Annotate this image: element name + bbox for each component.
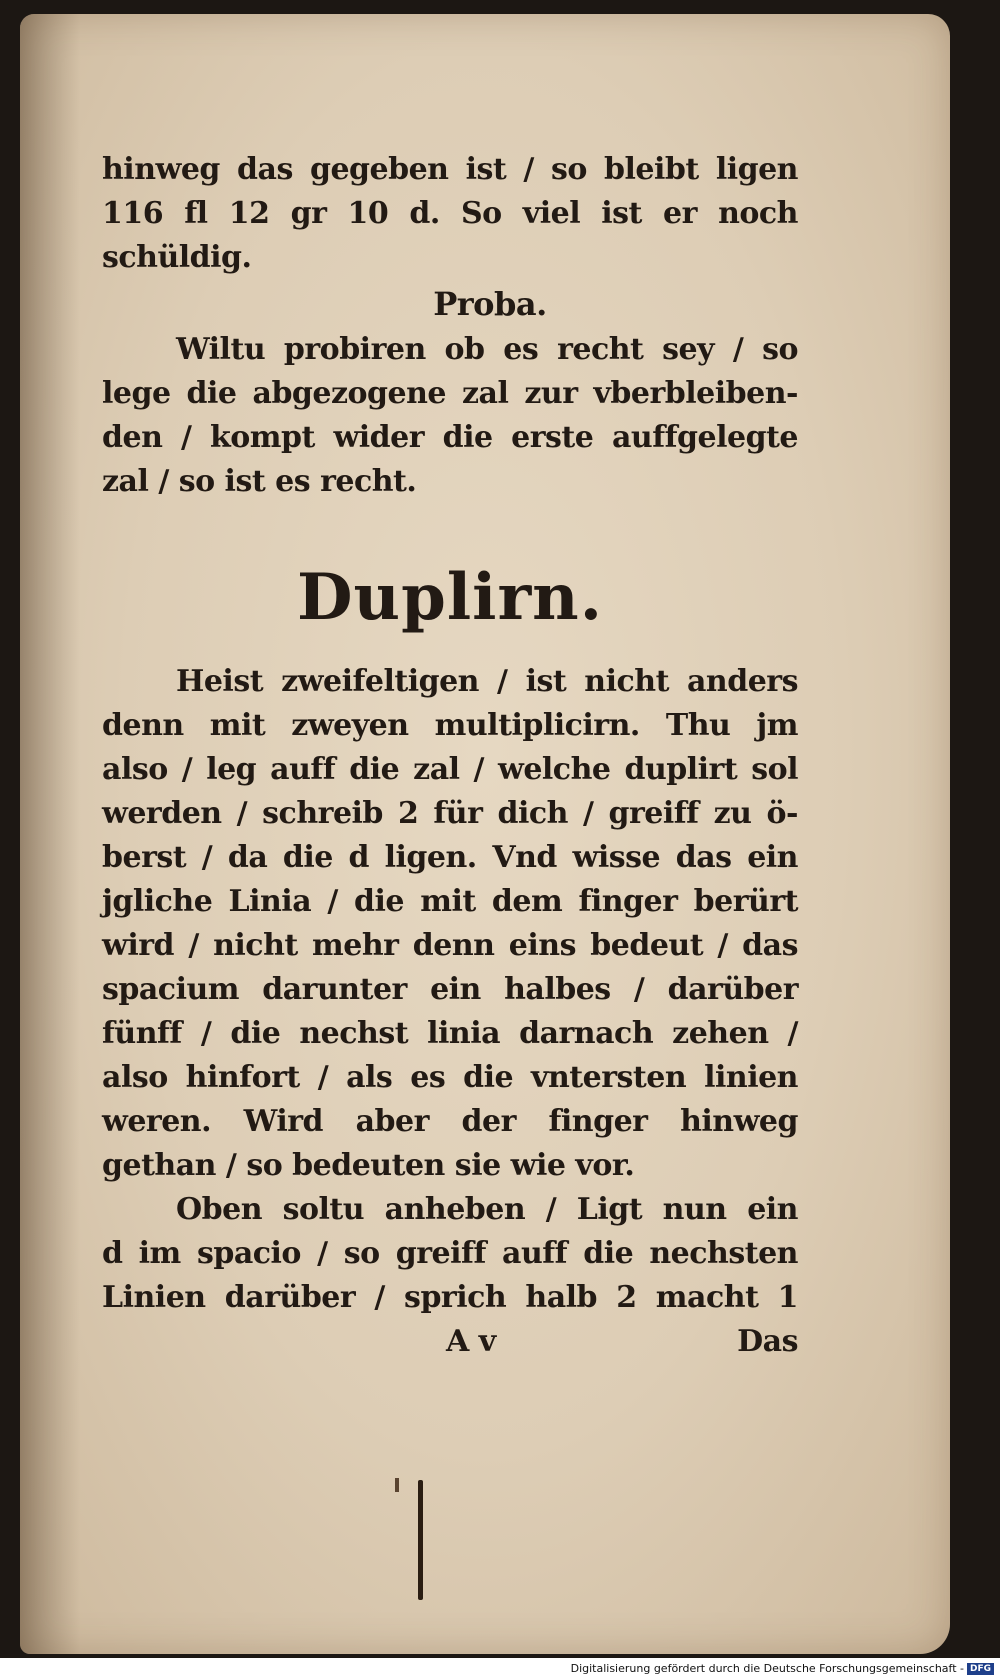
text-line: den / kompt wider die erste auffgelegte [102,420,798,455]
text-line: weren. Wird aber der finger hinweg [102,1104,798,1139]
text-line: zal / so ist es recht. [102,464,417,499]
digitization-credit [571,1662,994,1675]
text-line: schüldig. [102,240,252,275]
text-line: Linien darüber / sprich halb 2 macht 1 [102,1280,798,1315]
text-line: lege die abgezogene zal zur vberbleiben- [102,376,798,411]
text-line: d im spacio / so greiff auff die nechsten [102,1236,798,1271]
text-line: hinweg das gegeben ist / so bleibt ligen [102,152,798,187]
text-line: also hinfort / als es die vntersten linien [102,1060,798,1095]
spacer [102,644,798,660]
text-line: fünff / die nechst linia darnach zehen / [102,1016,798,1051]
text-line: Wiltu probiren ob es recht sey / so [176,332,798,367]
text-line: gethan / so bedeuten sie wie vor. [102,1148,635,1183]
text-line: spacium darunter ein halbes / darüber [102,972,798,1007]
ink-spot [395,1478,399,1492]
text-line: jgliche Linia / die mit dem finger berürt [102,884,798,919]
dfg-logo: DFG [967,1663,994,1675]
spacer [102,504,798,552]
text-line: 116 fl 12 gr 10 d. So viel ist er noch [102,196,798,231]
page-footer [102,1320,798,1364]
text-line: berst / da die d ligen. Vnd wisse das ein [102,840,798,875]
text-line: Heist zweifeltigen / ist nicht anders [176,664,798,699]
signature-mark: A v [446,1324,496,1359]
ink-stroke [418,1480,423,1600]
credit-text: Digitalisierung gefördert durch die Deutsche Forschungsgemeinschaft - [570,1662,964,1675]
text-line: Oben soltu anheben / Ligt nun ein [176,1192,798,1227]
text-line: denn mit zweyen multiplicirn. Thu jm [102,708,798,743]
text-line: also / leg auff die zal / welche duplirt sol [102,752,798,787]
text-line: wird / nicht mehr denn eins bedeut / das [102,928,798,963]
page-text [102,148,798,1364]
catchword: Das [737,1324,798,1359]
proba-heading: Proba. [433,285,547,323]
section-heading: Duplirn. [297,560,603,635]
text-line: werden / schreib 2 für dich / greiff zu ö- [102,796,798,831]
